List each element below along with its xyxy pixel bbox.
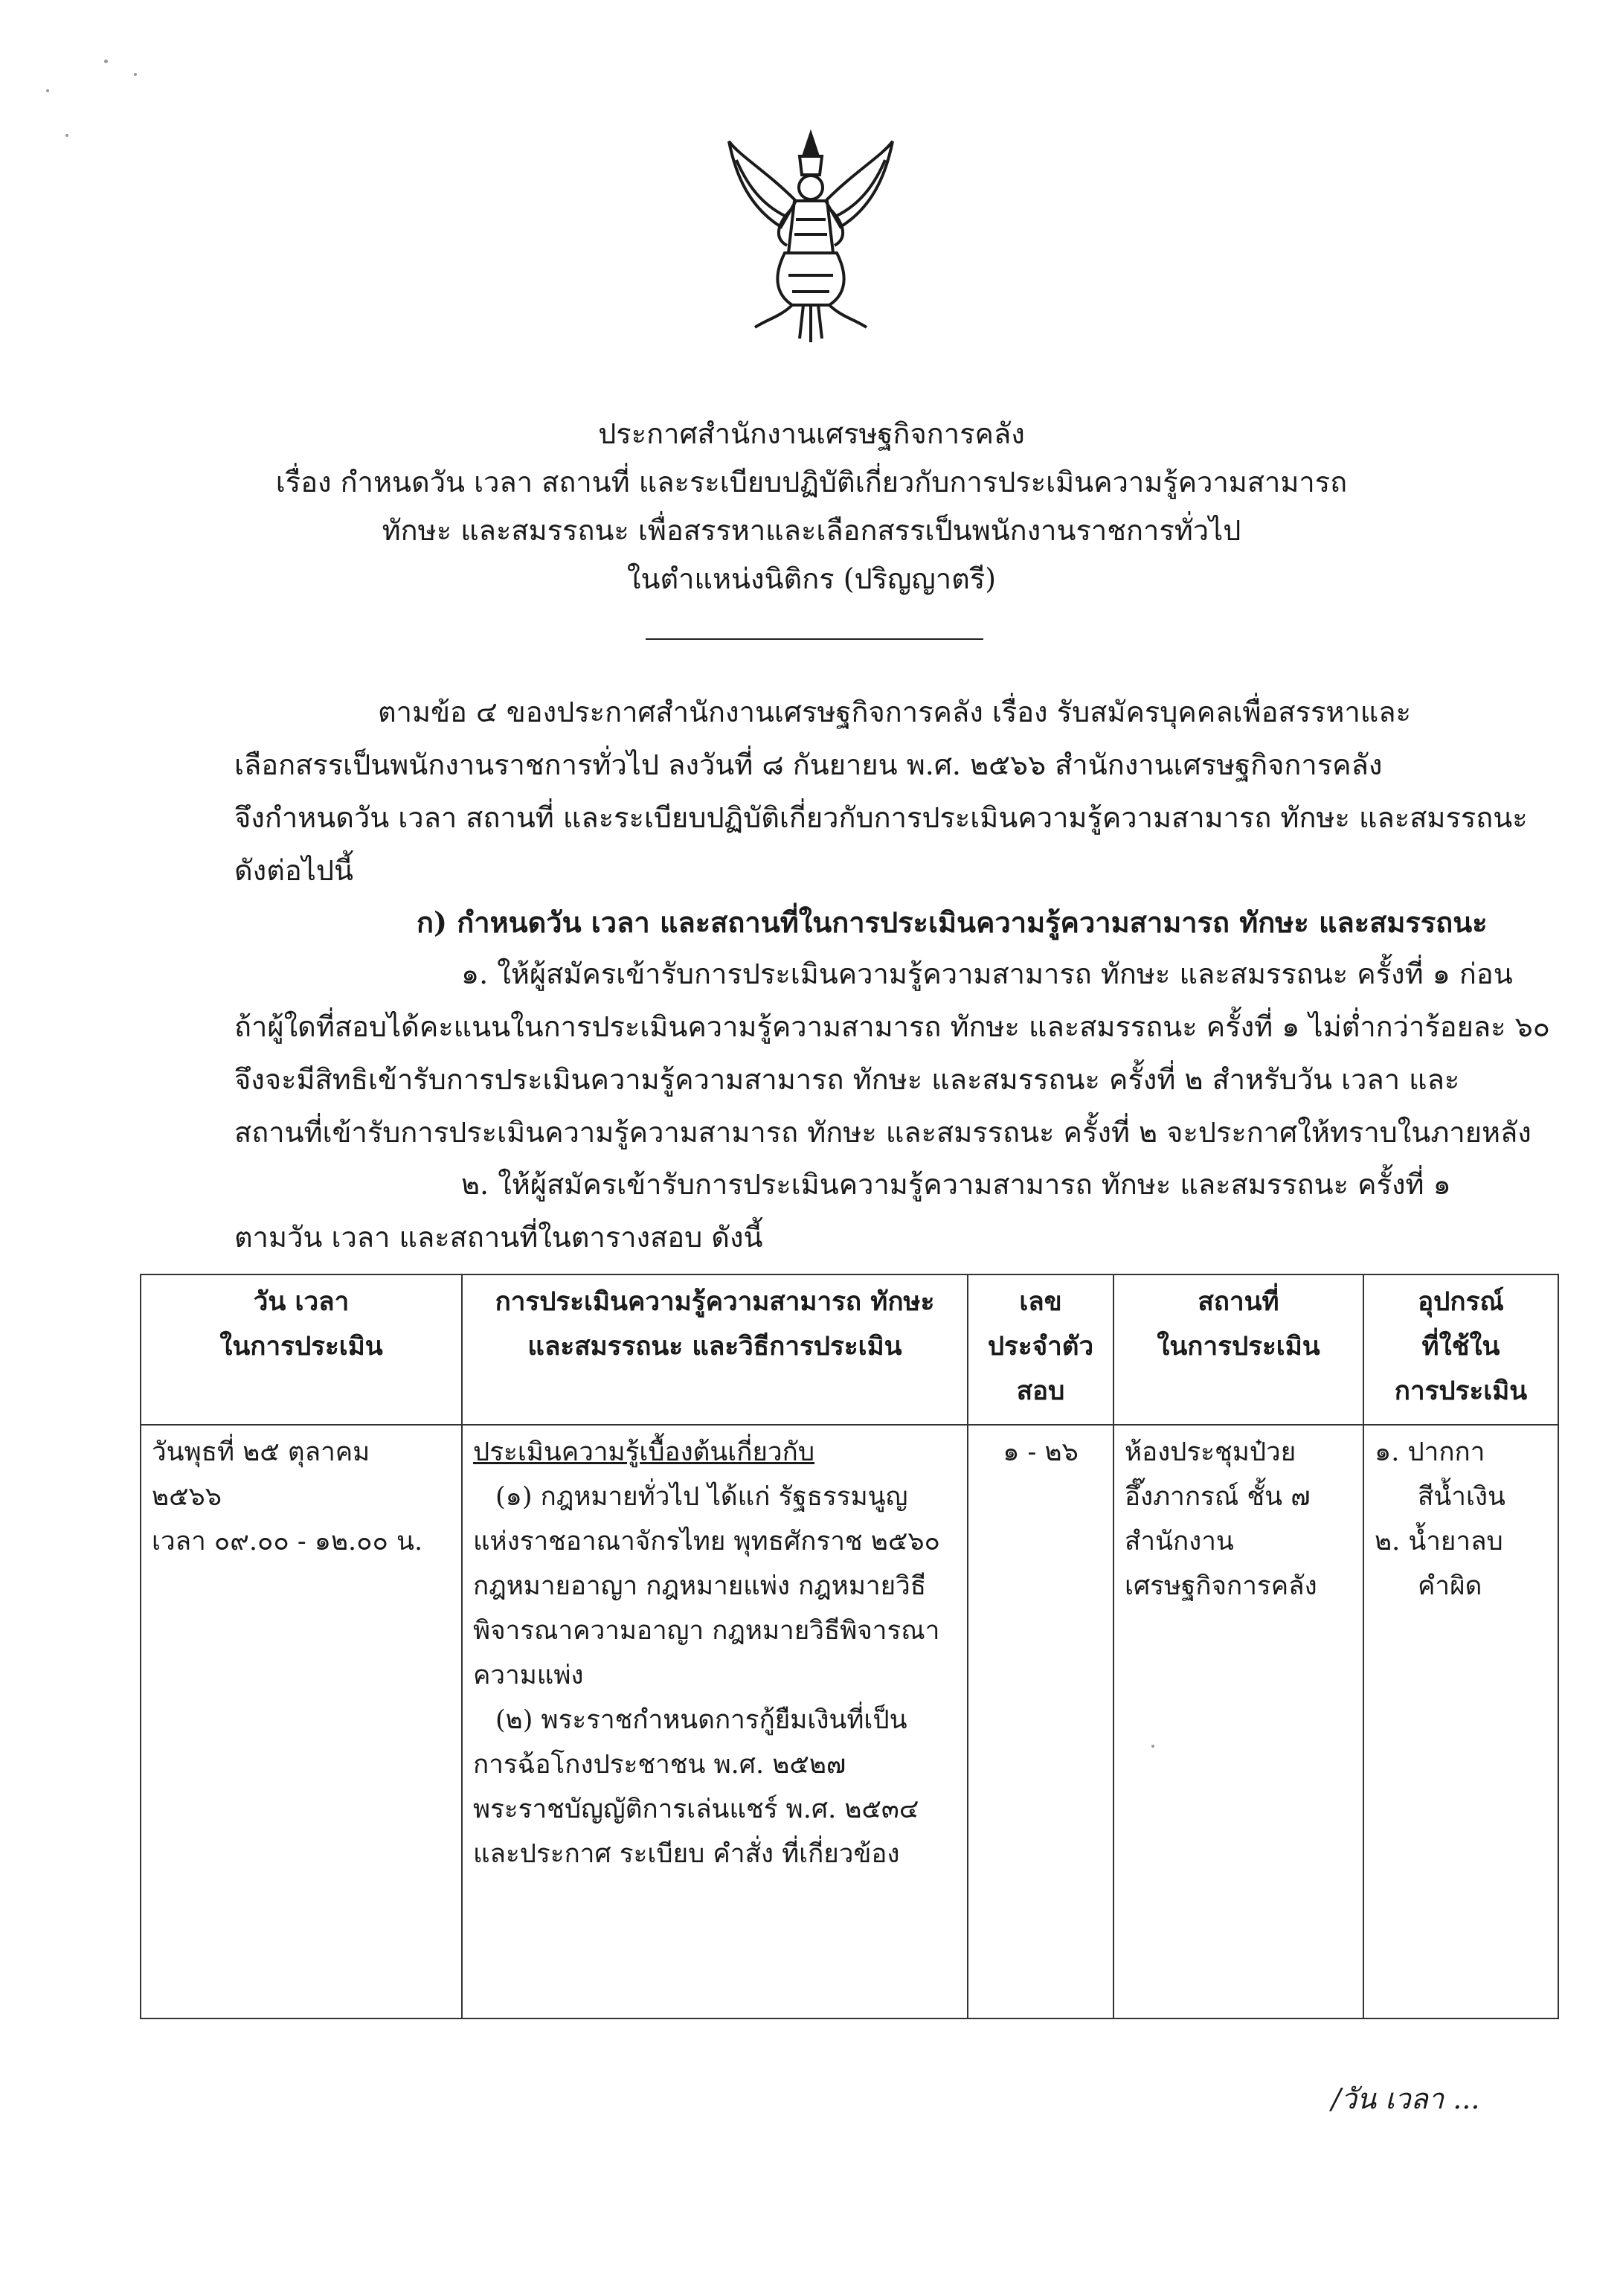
scan-speck [134, 73, 137, 76]
scan-speck [1151, 1745, 1154, 1748]
paragraph-1-line-2: เลือกสรรเป็นพนักงานราชการทั่วไป ลงวันที่ ๘ กันยายน พ.ศ. ๒๕๖๖ สำนักงานเศรษฐกิจการคลัง [234, 748, 1383, 781]
header-divider [646, 638, 983, 640]
header-subject-line-2: ทักษะ และสมรรถนะ เพื่อสรรหาและเลือกสรรเป็นพนักงานราชการทั่วไป [382, 514, 1241, 547]
continued-next-page: /วัน เวลา ... [1331, 2082, 1480, 2115]
garuda-emblem-icon [721, 126, 900, 350]
header-equipment: อุปกรณ์ ที่ใช้ใน การประเมิน [1363, 1274, 1558, 1425]
paragraph-1-line-4: ดังต่อไปนี้ [234, 854, 353, 887]
content-title: ประเมินความรู้เบื้องต้นเกี่ยวกับ [473, 1437, 815, 1467]
cell-exam-number: ๑ - ๒๖ [968, 1425, 1113, 2018]
cell-equipment: ๑. ปากกา สีน้ำเงิน ๒. น้ำยาลบ คำผิด [1363, 1425, 1558, 2018]
item-1-line-1: ๑. ให้ผู้สมัครเข้ารับการประเมินความรู้ความสามารถ ทักษะ และสมรรถนะ ครั้งที่ ๑ ก่อน [461, 958, 1513, 990]
paragraph-1-line-3: จึงกำหนดวัน เวลา สถานที่ และระเบียบปฏิบัติเกี่ยวกับการประเมินความรู้ความสามารถ ทักษะ และสมรรถนะ [234, 801, 1528, 834]
item-1-line-4: สถานที่เข้ารับการประเมินความรู้ความสามารถ ทักษะ และสมรรถนะ ครั้งที่ ๒ จะประกาศให้ทราบในภายหลัง [234, 1116, 1532, 1149]
header-subject-line-3: ในตำแหน่งนิติกร (ปริญญาตรี) [626, 562, 997, 595]
table-header-row [141, 1274, 1558, 1425]
header-date-time: วัน เวลา ในการประเมิน [141, 1274, 462, 1425]
scan-speck [104, 60, 108, 63]
exam-schedule-table [140, 1274, 1559, 2019]
cell-date-time: วันพุธที่ ๒๕ ตุลาคม ๒๕๖๖ เวลา ๐๙.๐๐ - ๑๒.๐๐ น. [141, 1425, 462, 2018]
item-1-line-3: จึงจะมีสิทธิเข้ารับการประเมินความรู้ความสามารถ ทักษะ และสมรรถนะ ครั้งที่ ๒ สำหรับวัน เวลา และ [234, 1063, 1460, 1096]
scan-speck [46, 89, 49, 92]
scan-speck [65, 134, 68, 137]
cell-assessment-content: ประเมินความรู้เบื้องต้นเกี่ยวกับ (๑) กฎหมายทั่วไป ได้แก่ รัฐธรรมนูญ แห่งราชอาณาจักรไทย พุทธศักราช ๒๕๖๐ กฎหมายอาญา กฎหมายแพ่ง กฎหมายวิธี พิจารณาความอาญา กฎหมายวิธีพิจารณา ความแพ่ง (๒) พระราชกำหนดการกู้ยืมเงินที่เป็น การฉ้อโกงประชาชน พ.ศ. ๒๕๒๗ พระราชบัญญัติการเล่นแชร์ พ.ศ. ๒๕๓๔ และประกาศ ระเบียบ คำสั่ง ที่เกี่ยวข้อง [462, 1425, 968, 2018]
paragraph-1-line-1: ตามข้อ ๔ ของประกาศสำนักงานเศรษฐกิจการคลัง เรื่อง รับสมัครบุคคลเพื่อสรรหาและ [378, 696, 1411, 728]
item-1-line-2: ถ้าผู้ใดที่สอบได้คะแนนในการประเมินความรู้ความสามารถ ทักษะ และสมรรถนะ ครั้งที่ ๑ ไม่ต่ำกว่าร้อยละ ๖๐ [234, 1010, 1550, 1043]
cell-place: ห้องประชุมป๋วย อึ๊งภากรณ์ ชั้น ๗ สำนักงาน เศรษฐกิจการคลัง [1113, 1425, 1363, 2018]
table-row [141, 1425, 1558, 2018]
header-assessment: การประเมินความรู้ความสามารถ ทักษะ และสมรรถนะ และวิธีการประเมิน [462, 1274, 968, 1425]
header-subject-line-1: เรื่อง กำหนดวัน เวลา สถานที่ และระเบียบปฏิบัติเกี่ยวกับการประเมินความรู้ความสามารถ [275, 466, 1348, 498]
item-2-line-2: ตามวัน เวลา และสถานที่ในตารางสอบ ดังนี้ [234, 1221, 763, 1254]
header-title: ประกาศสำนักงานเศรษฐกิจการคลัง [598, 417, 1025, 450]
header-place: สถานที่ ในการประเมิน [1113, 1274, 1363, 1425]
item-2-line-1: ๒. ให้ผู้สมัครเข้ารับการประเมินความรู้ความสามารถ ทักษะ และสมรรถนะ ครั้งที่ ๑ [461, 1168, 1451, 1201]
header-exam-number: เลข ประจำตัว สอบ [968, 1274, 1113, 1425]
section-a-heading: ก) กำหนดวัน เวลา และสถานที่ในการประเมินความรู้ความสามารถ ทักษะ และสมรรถนะ [417, 905, 1488, 939]
